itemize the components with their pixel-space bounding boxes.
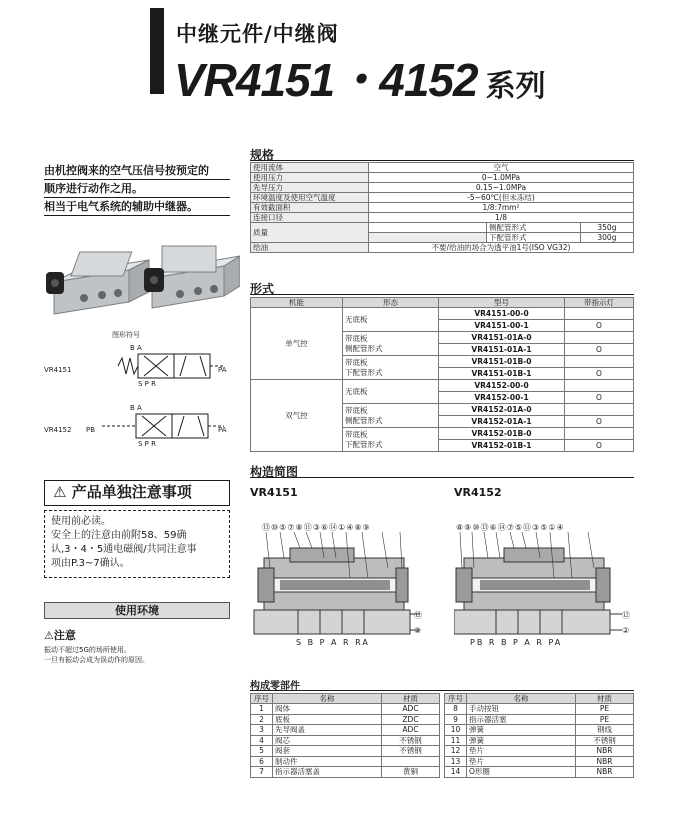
part-number: 11 [445,735,467,746]
intro-text [44,162,230,216]
product-caution-title [44,480,230,506]
symbol-ports-top: B A [130,344,142,352]
form-indicator: O [565,368,634,380]
form-indicator: O [565,440,634,452]
valve-symbol-vr4151 [116,352,224,380]
spec-value: 1/8 [369,213,634,223]
part-name: 弹簧 [467,725,576,736]
part-material: NBR [576,756,634,767]
structure-diagram-vr4152 [454,518,646,650]
forms-divider [250,294,634,295]
form-row [251,308,634,320]
parts-col-material: 材质 [382,694,440,704]
part-name: 手动按钮 [467,704,576,715]
part-number: 10 [445,725,467,736]
part-material: 不锈钢 [382,735,440,746]
parts-row [251,735,440,746]
callout-number: ④ [556,523,565,532]
parts-row [251,767,440,778]
caution-title-text: 产品单独注意事项 [71,483,192,501]
part-name: 垫片 [467,756,576,767]
note-line: 一旦有振动会成为误动作的原因。 [44,656,149,664]
spec-row [251,213,634,223]
spec-key: 质量 [251,223,369,243]
spec-row [251,203,634,213]
callout-number: ⑪ [303,523,313,532]
intro-line: 由机控阀来的空气压信号按预定的 [44,162,230,180]
spec-row [251,193,634,203]
form-indicator: O [565,320,634,332]
spec-row [251,183,634,193]
part-number: 1 [251,704,273,715]
symbol-pilot-pb: PB [86,426,96,434]
part-name: 阀体 [273,704,382,715]
form-indicator: O [565,416,634,428]
parts-row [445,725,634,736]
parts-col-material: 材质 [576,694,634,704]
forms-section-title: 形式 [250,282,275,296]
callout-number: ⑩ [472,523,481,532]
symbol-ports-bottom-2: S P R [138,440,156,448]
form-model: VR4151-00-0 [439,308,565,320]
callout-number: ⑥ [489,523,498,532]
callout-number: ⑥ [320,523,330,532]
parts-row [251,725,440,736]
parts-col-name: 名称 [273,694,382,704]
spec-row-mass [251,223,634,233]
part-material: PE [576,704,634,715]
spec-section-title: 规格 [250,148,275,162]
spec-key: 连接口径 [251,213,369,223]
part-material: PE [576,714,634,725]
spec-value: 0~1.0MPa [369,173,634,183]
form-indicator [565,404,634,416]
ports-right: PB R B P A R PA [470,638,563,647]
spec-value: 不要/给油的场合为透平油1号(ISO VG32) [369,243,634,253]
callout-12-right: ⑫ [622,611,630,620]
spec-value: 空气 [369,163,634,173]
parts-row [445,756,634,767]
ports-left: S B P A R RA [296,638,370,647]
parts-section-title: 构成零部件 [250,681,300,692]
symbol-pilot-pa-2: PA [218,426,227,434]
callout-number: ⑩ [271,523,280,532]
header-accent-bar [150,8,164,94]
form-function: 单气控 [251,308,343,380]
spec-row [251,243,634,253]
part-number: 5 [251,746,273,757]
callout-number: ⑧ [295,523,304,532]
callout-number: ⑧ [354,523,363,532]
callout-number: ⑧ [456,523,465,532]
spec-value: 0.15~1.0MPa [369,183,634,193]
part-material: 钢线 [576,725,634,736]
header-subtitle: 中继元件/中继阀 [176,22,339,46]
callout-number: ⑤ [514,523,524,532]
form-type: 带底板 下配管形式 [343,356,439,380]
form-type: 无底板 [343,380,439,404]
callout-number: ① [338,523,347,532]
spec-spacer [369,223,487,233]
caution-line: 使用前必读。 [51,516,111,527]
parts-row [445,735,634,746]
spec-spacer [369,233,487,243]
part-number: 4 [251,735,273,746]
col-form: 形态 [343,298,439,308]
part-material: ZDC [382,714,440,725]
valve-symbol-vr4152 [100,412,224,440]
form-model: VR4151-01B-1 [439,368,565,380]
structure-model-right: VR4152 [454,486,502,499]
header-series: 系列 [485,69,546,104]
part-name: 先导阀盖 [273,725,382,736]
valve-image-left [46,252,149,314]
callout-number: ⑨ [464,523,473,532]
callout-number: ① [548,523,557,532]
callout-number: ⑤ [279,523,288,532]
form-model: VR4151-01A-1 [439,344,565,356]
spec-key: 先导压力 [251,183,369,193]
callouts-right [456,522,565,533]
part-material: 黄铜 [382,767,440,778]
form-function: 双气控 [251,380,343,452]
spec-row [251,173,634,183]
part-number: 8 [445,704,467,715]
form-indicator: O [565,392,634,404]
parts-table-right [444,693,634,778]
form-model: VR4152-01B-1 [439,440,565,452]
part-material: ADC [382,725,440,736]
form-indicator: O [565,344,634,356]
parts-col-no: 序号 [445,694,467,704]
spec-key: 有效截面积 [251,203,369,213]
form-model: VR4152-01A-1 [439,416,565,428]
spec-table [250,162,634,253]
parts-row [445,746,634,757]
part-name: 垫片 [467,746,576,757]
structure-divider [250,477,634,478]
part-name: 弹簧 [467,735,576,746]
note-title: 注意 [53,629,76,642]
part-name: 阀套 [273,746,382,757]
callout-number: ⑭ [497,523,507,532]
part-number: 12 [445,746,467,757]
form-indicator [565,356,634,368]
caution-line: 认,3・4・5通电磁阀/共同注意事 [51,544,197,555]
intro-line: 顺序进行动作之用。 [44,180,230,198]
warning-icon: ⚠ [44,629,54,642]
note-line: 振动不超过5G的场所使用。 [44,646,131,654]
callout-number: ⑭ [329,523,339,532]
part-material [382,756,440,767]
form-model: VR4152-01A-0 [439,404,565,416]
part-name: 制动件 [273,756,382,767]
part-name: 指示器活塞 [467,714,576,725]
warning-icon: ⚠ [53,483,67,501]
spec-key: 使用流体 [251,163,369,173]
callout-number: ⑪ [523,523,533,532]
parts-row [251,746,440,757]
callouts-left [262,522,371,533]
form-model: VR4151-00-1 [439,320,565,332]
form-type: 无底板 [343,308,439,332]
part-number: 14 [445,767,467,778]
form-type: 带底板 侧配管形式 [343,404,439,428]
form-indicator [565,308,634,320]
product-photo [44,232,240,324]
parts-row [251,756,440,767]
symbol-model-vr4151: VR4151 [44,366,72,374]
part-number: 13 [445,756,467,767]
col-indicator: 带指示灯 [565,298,634,308]
parts-divider [250,690,634,691]
spec-mass-value: 350g [580,223,633,233]
form-model: VR4152-00-0 [439,380,565,392]
form-row [251,380,634,392]
caution-box [44,510,230,578]
callout-number: ⑦ [506,523,515,532]
spec-row [251,163,634,173]
parts-col-name: 名称 [467,694,576,704]
valve-image-right [144,246,240,308]
callout-number: ⑤ [540,523,549,532]
callout-number: ⑨ [362,523,371,532]
graphic-symbols [44,330,244,460]
parts-row [445,767,634,778]
parts-row [251,714,440,725]
form-type: 带底板 侧配管形式 [343,332,439,356]
spec-key: 环境温度及使用空气温度 [251,193,369,203]
part-name: 阀芯 [273,735,382,746]
caution-line: 项由P.3~7确认。 [51,558,130,569]
symbols-title: 图形符号 [112,331,140,339]
spec-key: 使用压力 [251,173,369,183]
header-title [174,44,546,110]
part-material: NBR [576,767,634,778]
col-function: 机能 [251,298,343,308]
part-number: 6 [251,756,273,767]
structure-section-title: 构造简图 [250,465,299,479]
callout-number: ③ [532,523,541,532]
spec-key: 给油 [251,243,369,253]
spec-mass-label: 下配管形式 [487,233,581,243]
callout-2-right: ② [622,626,630,635]
part-material: ADC [382,704,440,715]
callout-2-left: ② [414,626,422,635]
form-model: VR4151-01A-0 [439,332,565,344]
parts-col-no: 序号 [251,694,273,704]
parts-row [445,714,634,725]
parts-row [445,704,634,715]
part-number: 2 [251,714,273,725]
part-number: 9 [445,714,467,725]
form-model: VR4152-01B-0 [439,428,565,440]
callout-12-left: ⑫ [414,611,422,620]
col-model: 型号 [439,298,565,308]
note-heading [44,627,76,643]
part-number: 7 [251,767,273,778]
part-name: O形圈 [467,767,576,778]
form-type: 带底板 下配管形式 [343,428,439,452]
callout-number: ⑦ [287,523,296,532]
callout-number: ⑬ [262,523,271,532]
environment-title: 使用环境 [44,602,230,619]
part-number: 3 [251,725,273,736]
forms-table [250,297,634,452]
form-indicator [565,332,634,344]
symbol-ports-bottom: S P R [138,380,156,388]
form-model: VR4151-01B-0 [439,356,565,368]
parts-table-left [250,693,440,778]
form-model: VR4152-00-1 [439,392,565,404]
part-material: 不锈钢 [576,735,634,746]
structure-model-left: VR4151 [250,486,298,499]
symbol-model-vr4152: VR4152 [44,426,72,434]
symbol-pilot-pa: PA [218,366,227,374]
caution-line: 安全上的注意由前附58、59确 [51,530,187,541]
spec-mass-value: 300g [580,233,633,243]
symbol-ports-top-2: B A [130,404,142,412]
parts-row [251,704,440,715]
form-indicator [565,380,634,392]
callout-number: ③ [312,523,321,532]
part-name: 底板 [273,714,382,725]
form-indicator [565,428,634,440]
part-material: 不锈钢 [382,746,440,757]
spec-mass-label: 侧配管形式 [487,223,581,233]
header-model: VR4151・4152 [174,54,478,106]
callout-number: ④ [346,523,355,532]
part-material: NBR [576,746,634,757]
part-name: 指示器活塞盖 [273,767,382,778]
spec-value: -5~60℃(但未冻结) [369,193,634,203]
spec-value: 1/8:7mm² [369,203,634,213]
callout-number: ⑬ [480,523,490,532]
spec-divider [250,160,634,161]
intro-line: 相当于电气系统的辅助中继器。 [44,198,230,216]
